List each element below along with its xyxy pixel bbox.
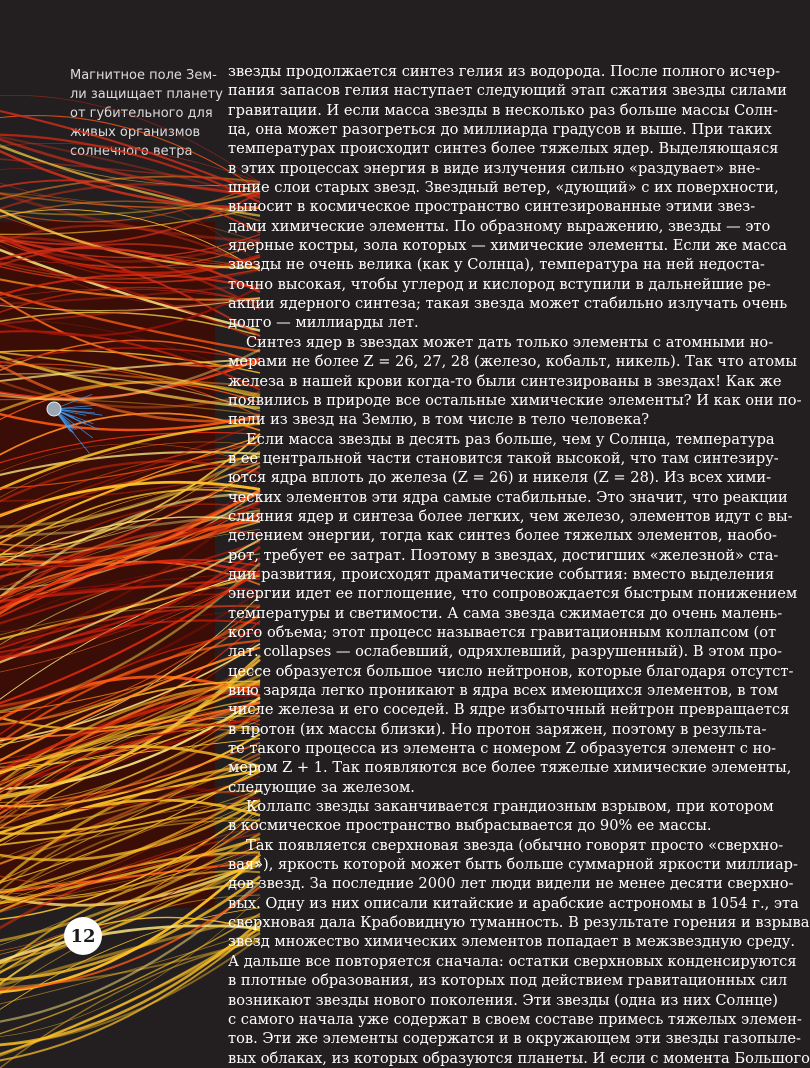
text-line: те такого процесса из элемента с номером Z образуется элемент с но- — [228, 740, 777, 758]
text-line: сверхновая дала Крабовидную туманность. В результате горения и взрыва — [228, 914, 810, 932]
text-line: цессе образуется большое число нейтронов, которые благодаря отсутст- — [228, 662, 794, 680]
text-line: мерами не более Z = 26, 27, 28 (железо, кобальт, никель). Так что атомы — [228, 353, 797, 371]
text-line: долго — миллиарды лет. — [228, 314, 419, 332]
article-body — [228, 62, 810, 1068]
text-line: звезд множество химических элементов попадает в межзвездную среду. — [228, 933, 795, 951]
text-line: пали из звезд на Землю, в том числе в тело человека? — [228, 411, 650, 429]
text-line: тов. Эти же элементы содержатся и в окружающем эти звезды газопыле- — [228, 1030, 801, 1048]
text-line: в плотные образования, из которых под действием гравитационных сил — [228, 972, 788, 990]
text-line: температуры и светимости. А сама звезда сжимается до очень малень- — [228, 604, 783, 622]
text-line: вых. Одну из них описали китайские и арабские астрономы в 1054 г., эта — [228, 894, 799, 912]
text-line: дами химические элементы. По образному выражению, звезды — это — [228, 217, 771, 235]
text-line: А дальше все повторяется сначала: остатки сверхновых конденсируются — [228, 952, 797, 970]
field-line — [0, 922, 260, 1046]
text-line: вая»), яркость которой может быть больше суммарной яркости миллиар- — [228, 856, 798, 874]
text-line: железа в нашей крови когда-то были синтезированы в звездах! Как же — [228, 372, 782, 390]
text-line: слияния ядер и синтеза более легких, чем железо, элементов идут с вы- — [228, 507, 793, 525]
text-line: появились в природе все остальные химические элементы? И как они по- — [228, 391, 802, 409]
text-line: температурах происходит синтез более тяжелых ядер. Выделяющаяся — [228, 140, 779, 158]
text-line: кого объема; этот процесс называется гравитационным коллапсом (от — [228, 623, 777, 641]
text-line: в космическое пространство выбрасывается до 90% ее массы. — [228, 817, 712, 835]
text-line: в этих процессах энергия в виде излучения сильно «раздувает» вне- — [228, 159, 761, 177]
text-line: шние слои старых звезд. Звездный ветер, «дующий» с их поверхности, — [228, 179, 779, 197]
text-line: ядерные костры, зола которых — химические элементы. Если же масса — [228, 237, 788, 255]
figure-caption — [70, 66, 223, 161]
field-line — [0, 897, 260, 1039]
text-line: дии развития, происходят драматические события: вместо выделения — [228, 565, 775, 583]
magnetic-field-illustration — [0, 222, 215, 908]
text-line: в протон (их массы близки). Но протон заряжен, поэтому в результа- — [228, 720, 767, 738]
caption-line: живых организмов — [70, 125, 201, 140]
caption-line: Магнитное поле Зем- — [70, 68, 217, 83]
text-line: числе железа и его соседей. В ядре избыточный нейтрон превращается — [228, 701, 790, 719]
text-line: акции ядерного синтеза; такая звезда может стабильно излучать очень — [228, 295, 788, 313]
text-line: дов звезд. За последние 2000 лет люди видели не менее десяти сверхно- — [228, 875, 794, 893]
text-line: гравитации. И если масса звезды в несколько раз больше массы Солн- — [228, 101, 778, 119]
text-line: вию заряда легко проникают в ядра всех имеющихся элементов, в том — [228, 682, 779, 699]
text-line: точно высокая, чтобы углерод и кислород вступили в дальнейшие ре- — [228, 275, 771, 293]
text-line: Если масса звезды в десять раз больше, чем у Солнца, температура — [246, 430, 775, 448]
caption-line: от губительного для — [70, 106, 213, 121]
text-line: вых облаках, из которых образуются планеты. И если с момента Большого — [228, 1049, 810, 1067]
text-line: энергии идет ее поглощение, что сопровождается быстрым понижением — [228, 585, 798, 603]
text-line: возникают звезды нового поколения. Эти звезды (одна из них Солнце) — [228, 991, 778, 1009]
text-line: следующие за железом. — [228, 778, 415, 796]
text-line: мером Z + 1. Так появляются все более тяжелые химические элементы, — [228, 759, 792, 777]
text-line: рот, требует ее затрат. Поэтому в звездах, достигших «железной» ста- — [228, 546, 779, 564]
text-line: Синтез ядер в звездах может дать только элементы с атомными но- — [246, 333, 774, 351]
text-line: звезды продолжается синтез гелия из водорода. После полного исчер- — [228, 63, 781, 80]
caption-line: ли защищает планету — [70, 87, 223, 102]
text-line: Коллапс звезды заканчивается грандиозным взрывом, при котором — [246, 798, 774, 816]
text-line: Так появляется сверхновая звезда (обычно говорят просто «сверхно- — [246, 836, 784, 854]
page-number: 12 — [64, 917, 102, 955]
text-line: лат. collapses — ослабевший, одряхлевший, разрушенный). В этом про- — [228, 643, 783, 661]
caption-line: солнечного ветра — [70, 144, 193, 159]
earth-planet — [47, 402, 61, 416]
text-line: пания запасов гелия наступает следующий этап сжатия звезды силами — [228, 82, 788, 100]
text-line: выносит в космическое пространство синтезированные этими звез- — [228, 198, 756, 216]
text-line: звезды не очень велика (как у Солнца), температура на ней недоста- — [228, 256, 765, 274]
text-line: в ее центральной части становится такой высокой, что там синтезиру- — [228, 449, 779, 467]
text-line: с самого начала уже содержат в своем составе примесь тяжелых элемен- — [228, 1010, 802, 1028]
text-line: ются ядра вплоть до железа (Z = 26) и никеля (Z = 28). Из всех хими- — [228, 469, 772, 487]
text-line: ца, она может разогреться до миллиарда градусов и выше. При таких — [228, 121, 772, 139]
text-line: ческих элементов эти ядра самые стабильные. Это значит, что реакции — [228, 488, 788, 506]
text-line: делением энергии, тогда как синтез более тяжелых элементов, наобо- — [228, 527, 777, 545]
